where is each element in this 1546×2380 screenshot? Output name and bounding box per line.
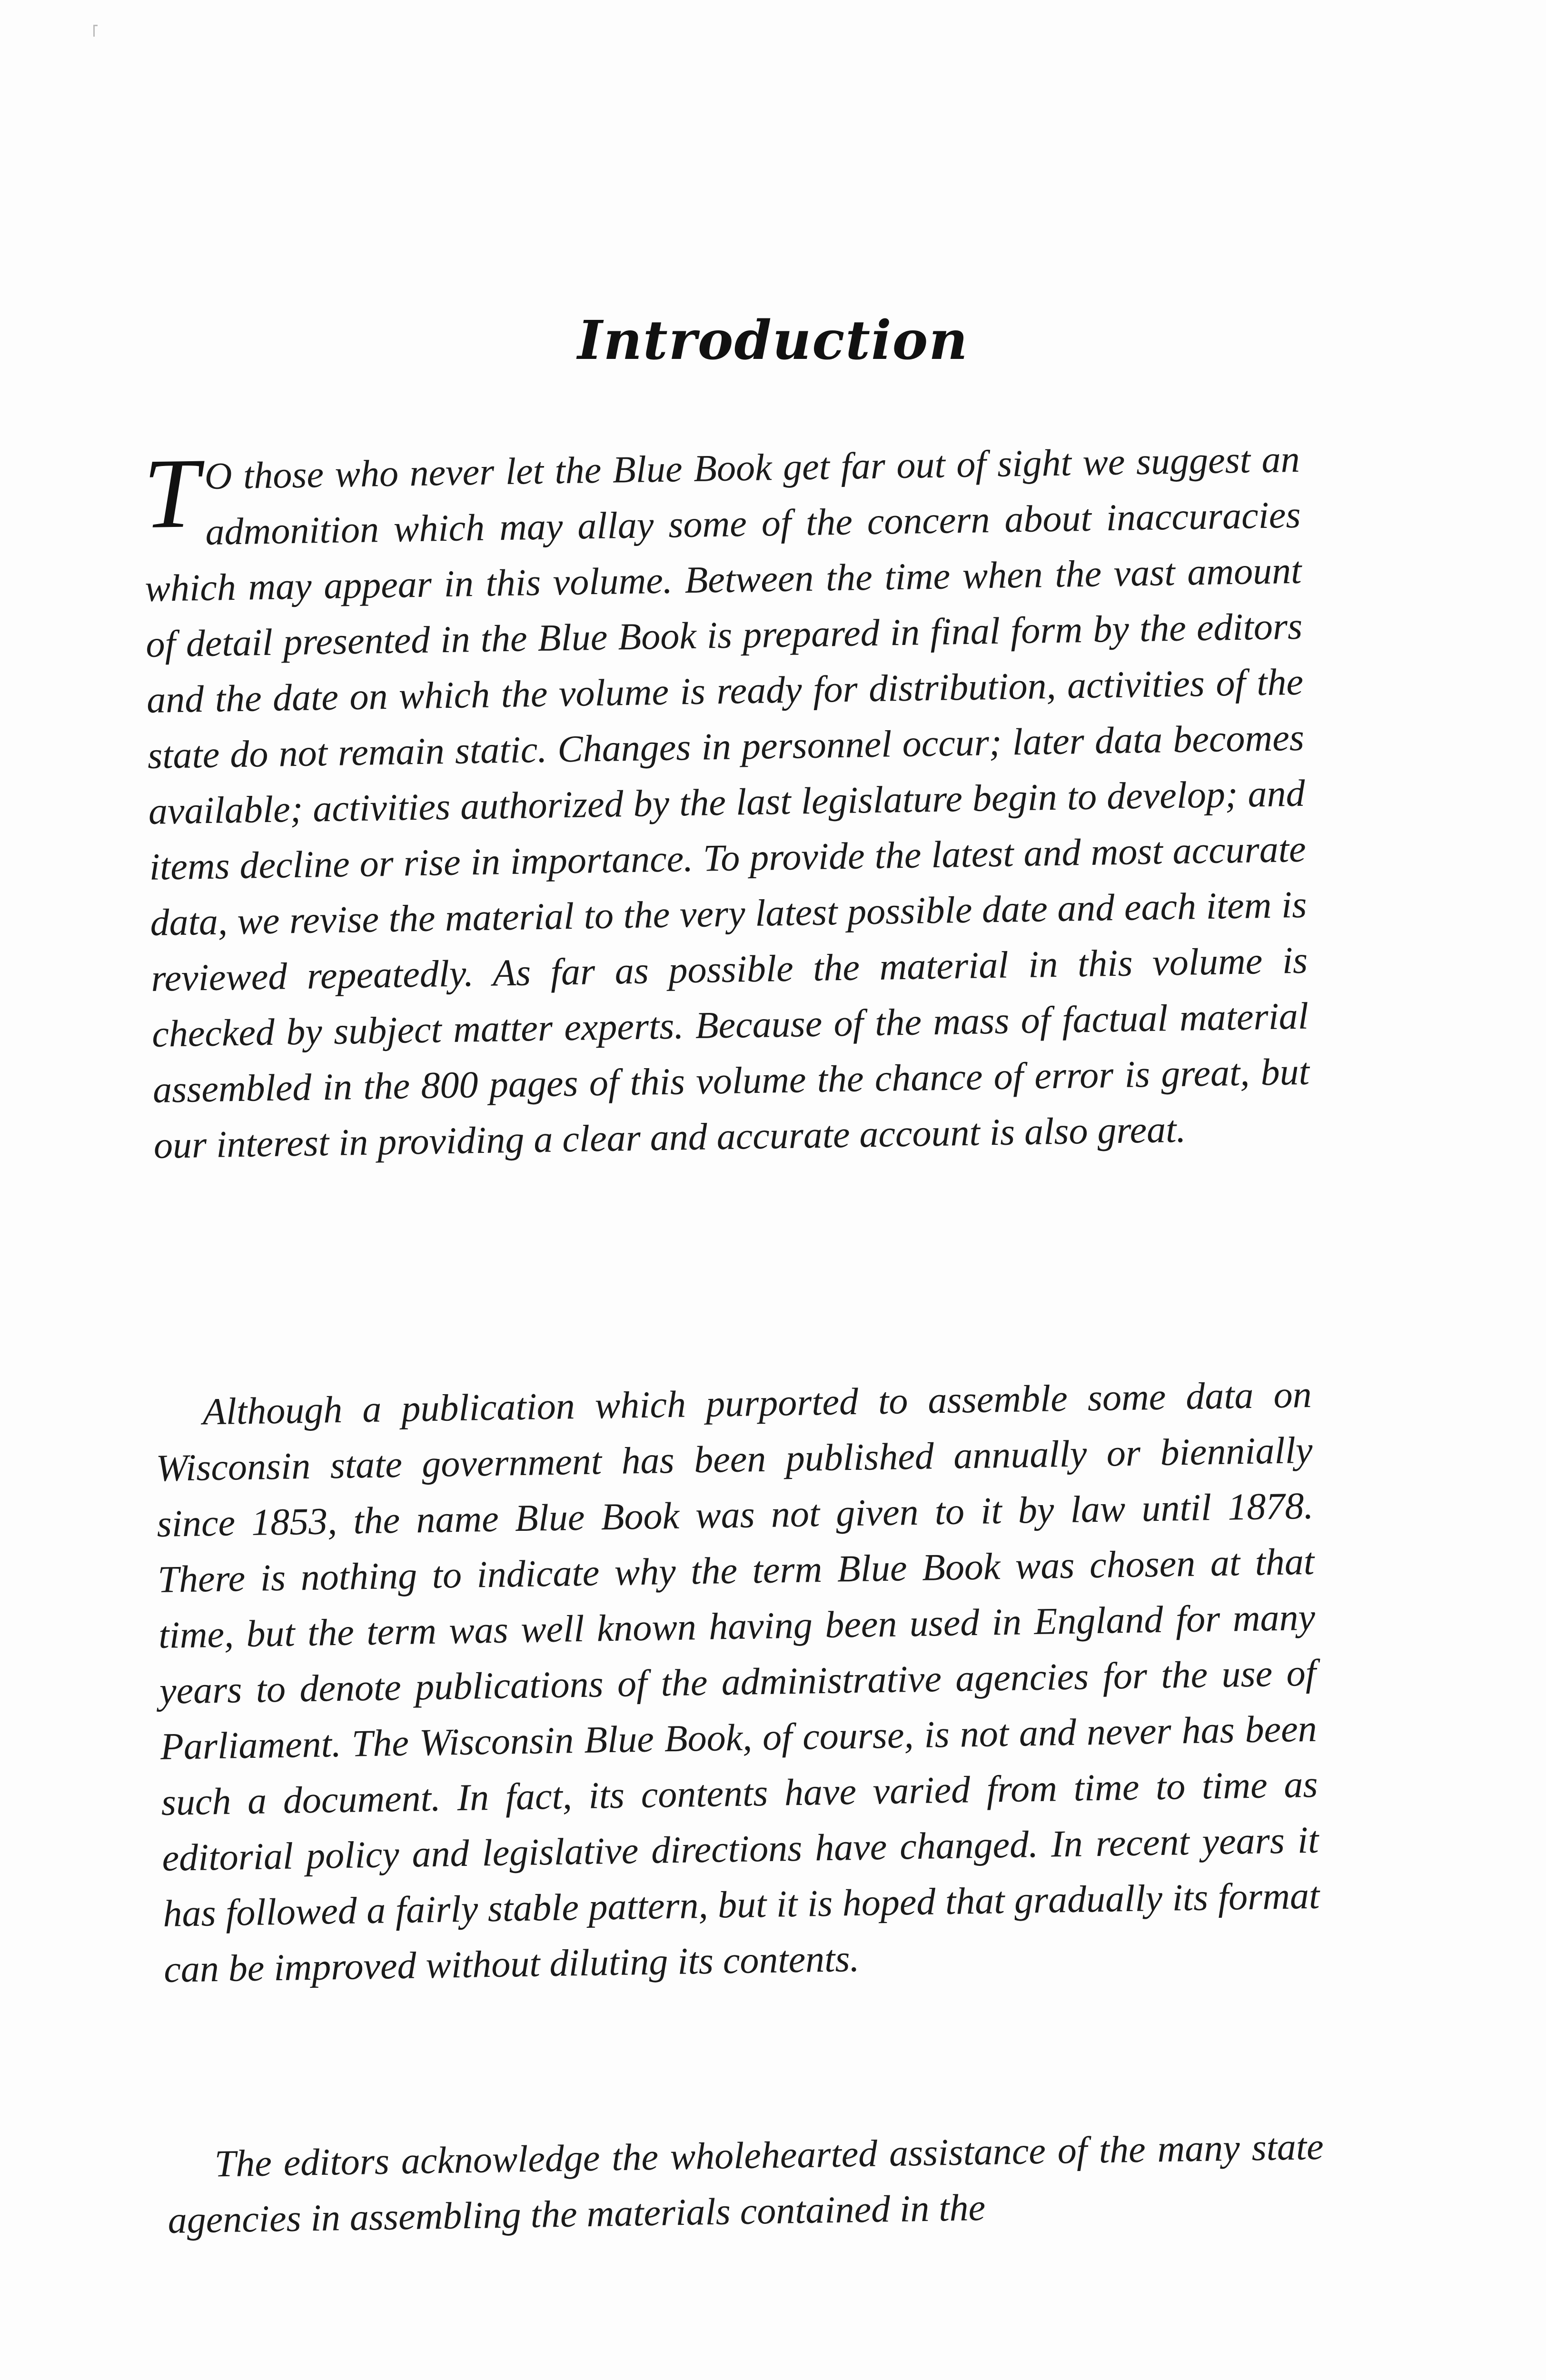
paragraph-3-text: The editors acknowledge the wholehearted assistance of the many state agencies in assembling the materials contained in the	[168, 2125, 1324, 2241]
drop-cap-letter: T	[142, 438, 200, 549]
paragraph-1-text: O those who never let the Blue Book get far out of sight we suggest an admonition which may allay some of the concern about inaccuracies which may appear in this volume. Between the time when the vast amount of detail presented in the Blue Book is prepared in final form by the editors and the date on which the volume is ready for distribution, activities of the state do not remain static. Changes in personnel occur; later data becomes available; activities authorized by the last legislature begin to develop; and items decline or rise in importance. To provide the latest and most accurate data, we revise the material to the very latest possible date and each item is reviewed repeatedly. As far as possible the material in this volume is checked by subject matter experts. Because of the mass of factual material assembled in the 800 pages of this volume the chance of error is great, but our interest in providing a clear and accurate account is also great.	[144, 438, 1310, 1167]
paragraph-2	[155, 1367, 1321, 1998]
paragraph-1	[143, 432, 1311, 1174]
scan-corner-mark	[93, 25, 98, 37]
paragraph-3	[167, 2119, 1325, 2249]
paragraph-2-text: Although a publication which purported to assemble some data on Wisconsin state government has been published annually or biennially since 1853, the name Blue Book was not given to it by law until 1878. There is nothing to indicate why the term Blue Book was chosen at that time, but the term was well known having been used in England for many years to denote publications of the administrative agencies for the use of Parliament. The Wisconsin Blue Book, of course, is not and never has been such a document. In fact, its contents have varied from time to time as editorial policy and legislative directions have changed. In recent years it has followed a fairly stable pattern, but it is hoped that gradually its format can be improved without diluting its contents.	[156, 1373, 1320, 1991]
page-title: Introduction	[577, 309, 969, 372]
